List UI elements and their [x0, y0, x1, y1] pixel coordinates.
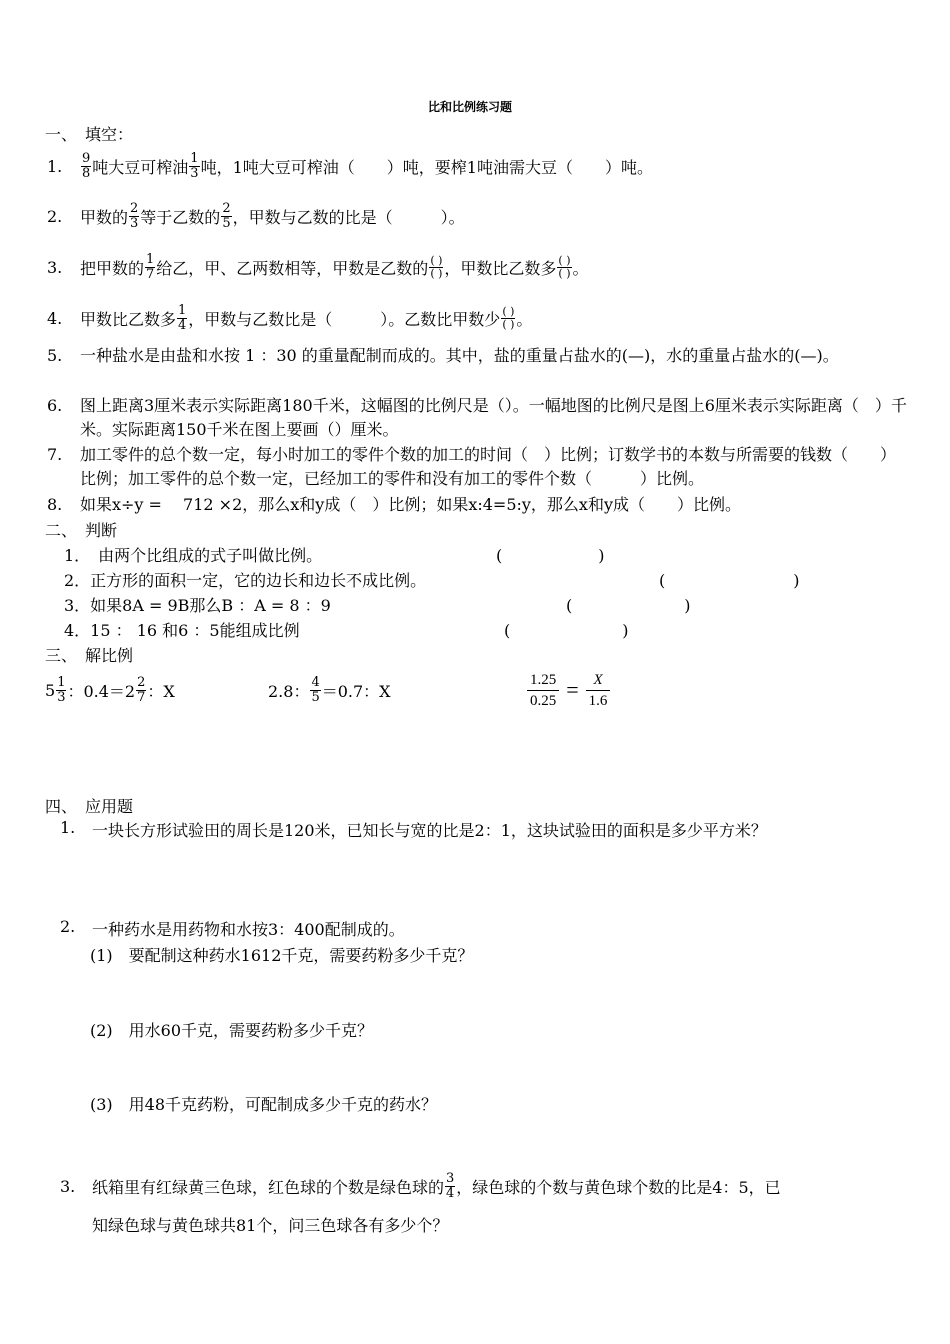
fraction: $\frac{3}{4}$: [446, 1170, 455, 1201]
section-solve-proportion: 三、 解比例: [45, 646, 134, 665]
question-8: 如果x÷y = 712 ×2，那么x和y成（ ）比例；如果x:4=5:y，那么x和y成（ ）比例。: [80, 495, 741, 514]
question-number: 2.: [60, 917, 76, 936]
judge-4-paren: ( ): [504, 621, 629, 640]
proportion-2: [268, 668, 391, 712]
question-number: 3.: [47, 257, 63, 277]
question-text: 把甲数的: [80, 258, 145, 278]
equation-text: ＝0.7：X: [321, 681, 391, 701]
fraction: $\frac{X}{1.6}$: [586, 670, 611, 711]
fraction: $\frac{1}{3}$: [57, 674, 66, 705]
question-text: 给乙，甲、乙两数相等，甲数是乙数的: [156, 258, 429, 278]
application-2-sub-1: (1) 要配制这种药水1612千克，需要药粉多少千克？: [90, 946, 474, 965]
blank-fraction: $\frac{( )}{( )}$: [502, 304, 515, 331]
question-text: 甲数的: [80, 207, 129, 227]
question-3: [47, 247, 589, 287]
fraction: $\frac{9}{8}$: [82, 150, 91, 181]
fraction: $\frac{2}{5}$: [222, 200, 231, 231]
question-text: ，甲数与乙数比是（ ）。乙数比甲数少: [188, 309, 501, 329]
question-text: ，甲数与乙数的比是（ ）。: [232, 207, 465, 227]
blank-fraction: $\frac{( )}{( )}$: [430, 253, 443, 280]
question-number: 2.: [47, 206, 63, 226]
question-number: 3.: [60, 1176, 76, 1196]
question-text: 。: [516, 309, 533, 329]
fraction: $\frac{1}{4}$: [178, 302, 187, 333]
question-number: 1.: [60, 818, 76, 837]
judge-4: 4．15 ： 16 和6 ：5能组成比例: [64, 621, 300, 640]
question-number: 1.: [47, 156, 63, 176]
application-1: 一块长方形试验田的周长是120米，已知长与宽的比是2：1，这块试验田的面积是多少平方米？: [92, 821, 767, 840]
question-2: [47, 196, 465, 236]
question-7: 加工零件的总个数一定，每小时加工的零件个数的加工的时间（ ）比例；订数学书的本数与所需要的钱数（ ）比例；加工零件的总个数一定，已经加工的零件和没有加工的零件个数（ ）比例。: [80, 445, 897, 488]
question-6: 图上距离3厘米表示实际距离180千米，这幅图的比例尺是（）。一幅地图的比例尺是图上6厘米表示实际距离（ ）千米。实际距离150千米在图上要画（）厘米。: [80, 396, 907, 439]
fraction: $\frac{2}{7}$: [137, 674, 146, 705]
proportion-1: [45, 668, 175, 712]
judge-2: 2．正方形的面积一定，它的边长和边长不成比例。: [64, 571, 427, 590]
fraction: $\frac{1}{7}$: [146, 251, 155, 282]
fraction: $\frac{1}{3}$: [190, 150, 199, 181]
question-5: 一种盐水是由盐和水按 1 ：30 的重量配制而成的。其中，盐的重量占盐水的(—)，水的重量占盐水的(—)。: [80, 346, 839, 365]
question-text: ，甲数比乙数多: [444, 258, 557, 278]
application-3: [60, 1166, 781, 1206]
equals-sign: =: [566, 677, 579, 702]
question-text: ，绿色球的个数与黄色球个数的比是4：5，已: [456, 1177, 781, 1197]
judge-3: 3．如果8A = 9B那么B ：A = 8 ：9: [64, 596, 331, 615]
question-text: 吨，1吨大豆可榨油（ ）吨，要榨1吨油需大豆（ ）吨。: [200, 157, 653, 177]
section-application: 四、 应用题: [45, 797, 134, 816]
question-1: [47, 146, 653, 186]
section-fill-blank: 一、 填空：: [45, 125, 134, 144]
question-number: 6.: [47, 396, 63, 415]
question-text: 吨大豆可榨油: [92, 157, 189, 177]
equation-text: ：X: [147, 681, 175, 701]
question-text: 纸箱里有红绿黄三色球，红色球的个数是绿色球的: [92, 1177, 445, 1197]
fraction: $\frac{4}{5}$: [311, 674, 320, 705]
question-number: 8.: [47, 495, 63, 514]
question-number: 5.: [47, 346, 63, 365]
application-2-sub-2: (2) 用水60千克，需要药粉多少千克？: [90, 1021, 374, 1040]
application-2: 一种药水是用药物和水按3：400配制成的。: [92, 920, 405, 939]
proportion-3: [526, 668, 611, 712]
judge-1: 1． 由两个比组成的式子叫做比例。: [64, 546, 323, 565]
question-text: 甲数比乙数多: [80, 309, 177, 329]
blank-fraction: $\frac{( )}{( )}$: [558, 253, 571, 280]
section-judge: 二、 判断: [45, 521, 118, 540]
whole-number: 5: [45, 680, 56, 700]
question-number: 4.: [47, 308, 63, 328]
question-4: [47, 298, 532, 338]
judge-3-paren: ( ): [566, 596, 691, 615]
question-number: 7.: [47, 445, 63, 464]
question-text: 等于乙数的: [140, 207, 221, 227]
application-2-sub-3: (3) 用48千克药粉，可配制成多少千克的药水？: [90, 1095, 438, 1114]
question-text: 。: [572, 258, 589, 278]
fraction: $\frac{2}{3}$: [130, 200, 139, 231]
fraction: $\frac{1.25}{0.25}$: [527, 670, 559, 711]
page-title: 比和比例练习题: [428, 100, 513, 114]
judge-2-paren: ( ): [659, 571, 800, 590]
equation-text: ：0.4＝2: [67, 681, 136, 701]
judge-1-paren: ( ): [496, 546, 605, 565]
equation-text: 2.8：: [268, 681, 310, 701]
application-3-line-2: 知绿色球与黄色球共81个，问三色球各有多少个？: [92, 1216, 449, 1235]
